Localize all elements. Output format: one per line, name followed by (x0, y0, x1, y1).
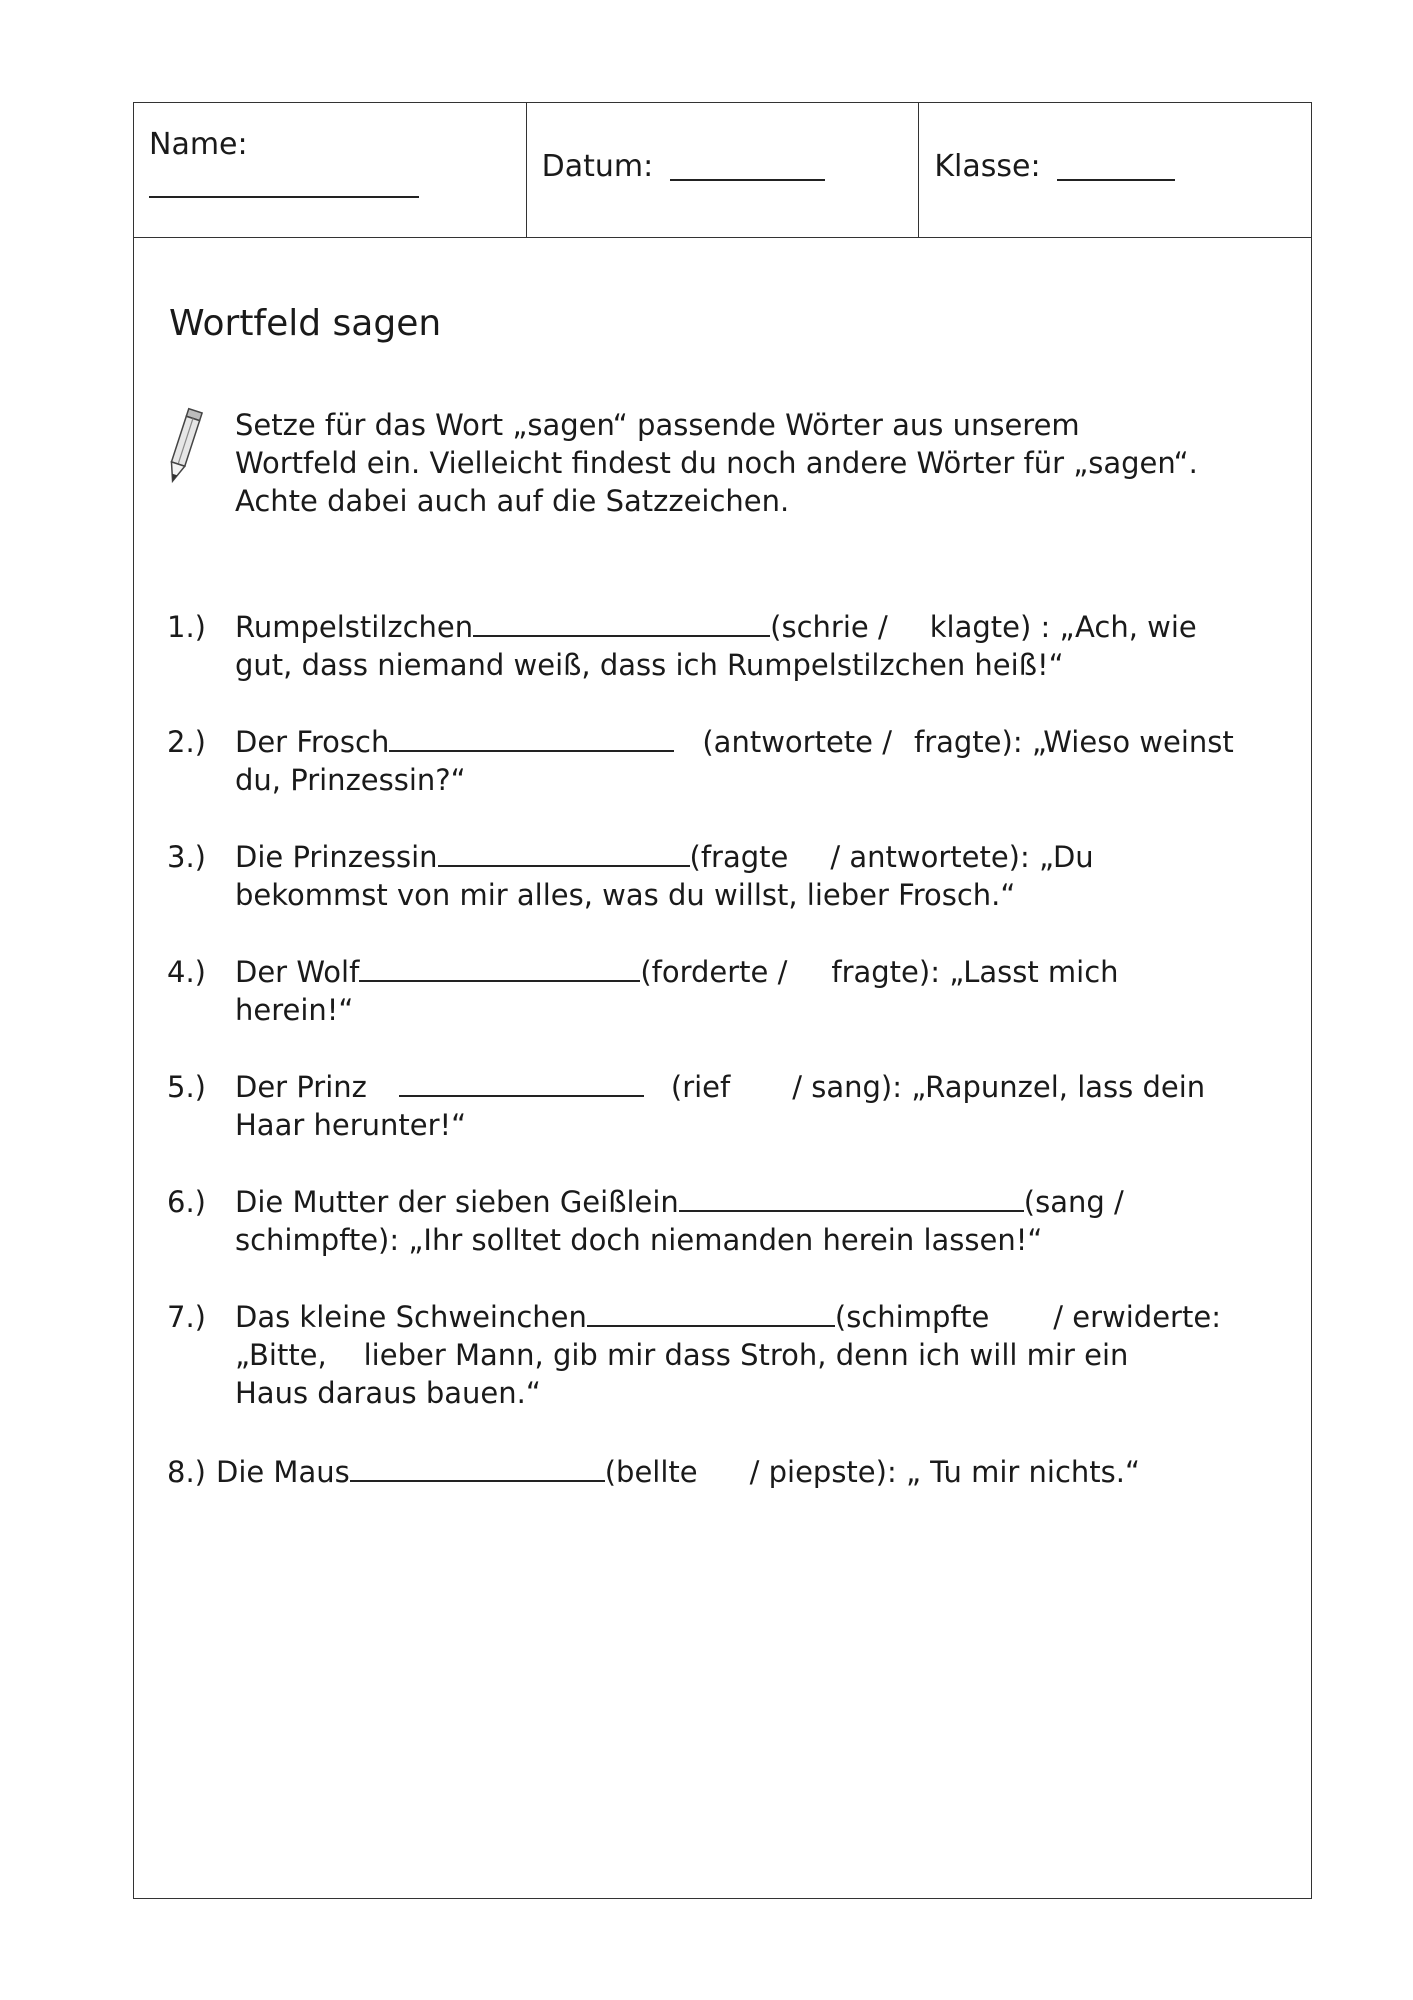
option-b: / piepste): „ Tu mir nichts.“ (749, 1455, 1141, 1489)
option-a: (fragte (689, 840, 789, 874)
answer-blank[interactable] (359, 954, 640, 982)
exercise-4 (167, 953, 1119, 1029)
answer-blank[interactable] (350, 1454, 605, 1482)
exercise-3 (167, 838, 1094, 914)
exercise-number: 2.) (167, 725, 206, 759)
exercise-text: Die Mutter der sieben Geißlein (235, 1185, 679, 1219)
exercise-number: 1.) (167, 610, 206, 644)
exercise-number: 5.) (167, 1070, 206, 1104)
option-a: (bellte (604, 1455, 698, 1489)
exercise-text-line2: herein!“ (235, 993, 354, 1027)
worksheet (133, 102, 1312, 1899)
instruction-line: Setze für das Wort „sagen“ passende Wörter aus unserem (235, 408, 1080, 442)
exercise-text-line2: Haar herunter!“ (235, 1108, 467, 1142)
exercise-text-line2: bekommst von mir alles, was du willst, lieber Frosch.“ (235, 878, 1016, 912)
klasse-blank[interactable] (1057, 179, 1175, 181)
datum-blank[interactable] (670, 179, 825, 181)
exercise-number: 8.) (167, 1455, 206, 1489)
answer-blank[interactable] (473, 609, 770, 637)
exercise-text: Die Maus (215, 1455, 350, 1489)
option-b: / antwortete): „Du (830, 840, 1094, 874)
exercise-text: Der Prinz (235, 1070, 367, 1104)
option-b: / sang): „Rapunzel, lass dein (792, 1070, 1206, 1104)
name-cell (134, 103, 526, 237)
option-b: / erwiderte: (1053, 1300, 1221, 1334)
option-a: (schimpfte (834, 1300, 990, 1334)
option-a: (rief (670, 1070, 731, 1104)
exercise-text: Das kleine Schweinchen (235, 1300, 587, 1334)
exercise-text: Der Frosch (235, 725, 390, 759)
pencil-icon (164, 403, 204, 489)
name-label: Name: (149, 127, 248, 162)
worksheet-title: Wortfeld sagen (169, 303, 442, 344)
exercise-number: 3.) (167, 840, 206, 874)
instruction-line: Achte dabei auch auf die Satzzeichen. (235, 484, 790, 518)
option-b: fragte): „Lasst mich (831, 955, 1119, 989)
exercise-text-line2: du, Prinzessin?“ (235, 763, 466, 797)
exercise-text-line2: schimpfte): „Ihr solltet doch niemanden herein lassen!“ (235, 1223, 1043, 1257)
answer-blank[interactable] (587, 1299, 835, 1327)
instruction-line: Wortfeld ein. Vielleicht findest du noch andere Wörter für „sagen“. (235, 446, 1198, 480)
header-table (134, 103, 1311, 238)
klasse-label: Klasse: (934, 149, 1041, 184)
exercise-6 (167, 1183, 1124, 1259)
exercise-text: Rumpelstilzchen (235, 610, 474, 644)
exercise-1 (167, 608, 1197, 684)
name-blank[interactable] (149, 196, 419, 198)
exercise-number: 6.) (167, 1185, 206, 1219)
klasse-cell (918, 103, 1311, 237)
option-a: (forderte / (640, 955, 788, 989)
option-b: klagte) : „Ach, wie (929, 610, 1197, 644)
option-b: fragte): „Wieso weinst (914, 725, 1234, 759)
datum-cell (526, 103, 919, 237)
answer-blank[interactable] (389, 724, 674, 752)
exercise-text-line2: „Bitte, lieber Mann, gib mir dass Stroh, denn ich will mir ein (235, 1338, 1129, 1372)
option-a: (antwortete / (702, 725, 892, 759)
exercise-text-line3: Haus daraus bauen.“ (235, 1376, 541, 1410)
answer-blank[interactable] (399, 1069, 644, 1097)
exercise-text-line2: gut, dass niemand weiß, dass ich Rumpelstilzchen heiß!“ (235, 648, 1064, 682)
exercise-text: Die Prinzessin (235, 840, 438, 874)
exercise-8 (167, 1453, 1140, 1491)
exercise-number: 7.) (167, 1300, 206, 1334)
instructions (235, 406, 1198, 520)
exercise-2 (167, 723, 1234, 799)
exercise-5 (167, 1068, 1205, 1144)
exercise-number: 4.) (167, 955, 206, 989)
option-a: (sang / (1023, 1185, 1124, 1219)
answer-blank[interactable] (679, 1184, 1024, 1212)
answer-blank[interactable] (438, 839, 690, 867)
exercise-text: Der Wolf (235, 955, 360, 989)
option-a: (schrie / (770, 610, 888, 644)
datum-label: Datum: (541, 149, 654, 184)
exercise-7 (167, 1298, 1221, 1412)
